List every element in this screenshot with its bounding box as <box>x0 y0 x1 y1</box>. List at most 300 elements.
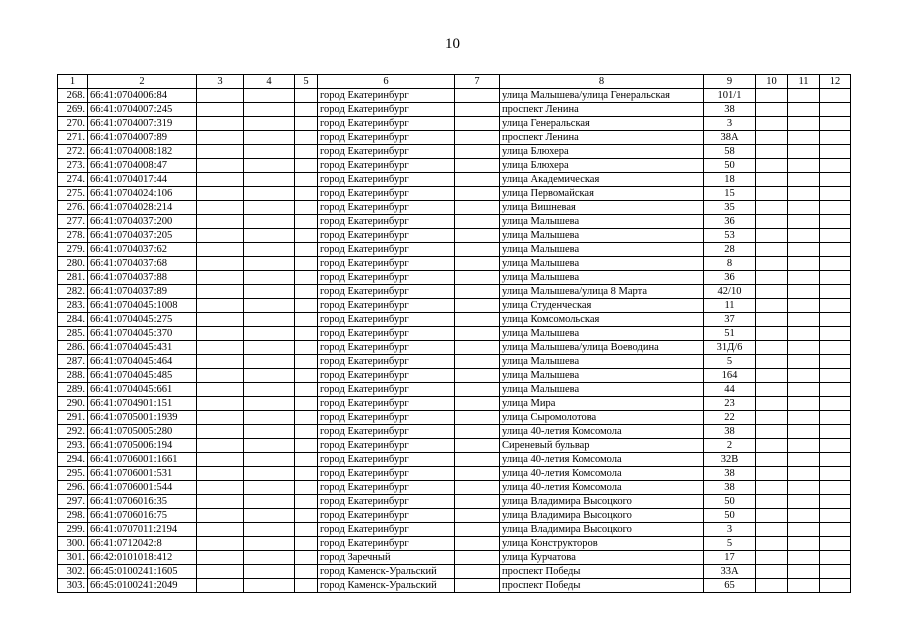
row-number: 281. <box>58 271 88 285</box>
house-number: 15 <box>704 187 756 201</box>
col-4-cell <box>244 327 295 341</box>
col-3-cell <box>197 215 244 229</box>
table-row <box>58 579 851 593</box>
row-number: 278. <box>58 229 88 243</box>
col-4-cell <box>244 131 295 145</box>
cadastral-number: 66:41:0705006:194 <box>88 439 197 453</box>
col-5-cell <box>295 117 318 131</box>
house-number: 32В <box>704 453 756 467</box>
col-4-cell <box>244 285 295 299</box>
settlement: город Екатеринбург <box>318 425 455 439</box>
col-12-cell <box>820 523 851 537</box>
table-row <box>58 495 851 509</box>
street: улица Студенческая <box>500 299 704 313</box>
row-number: 287. <box>58 355 88 369</box>
col-5-cell <box>295 285 318 299</box>
street: проспект Победы <box>500 565 704 579</box>
row-number: 286. <box>58 341 88 355</box>
col-5-cell <box>295 537 318 551</box>
col-12-cell <box>820 509 851 523</box>
table-row <box>58 131 851 145</box>
col-10-cell <box>756 271 788 285</box>
house-number: 3 <box>704 117 756 131</box>
col-7-cell <box>455 523 500 537</box>
col-10-cell <box>756 201 788 215</box>
cadastral-number: 66:41:0706016:75 <box>88 509 197 523</box>
settlement: город Екатеринбург <box>318 145 455 159</box>
col-5-cell <box>295 425 318 439</box>
col-10-cell <box>756 341 788 355</box>
cadastral-number: 66:41:0704008:182 <box>88 145 197 159</box>
col-12-cell <box>820 271 851 285</box>
street: проспект Ленина <box>500 131 704 145</box>
col-11-cell <box>788 271 820 285</box>
col-11-cell <box>788 551 820 565</box>
col-7-cell <box>455 159 500 173</box>
col-11-cell <box>788 439 820 453</box>
row-number: 301. <box>58 551 88 565</box>
cadastral-number: 66:41:0704006:84 <box>88 89 197 103</box>
col-7-cell <box>455 327 500 341</box>
col-12-cell <box>820 327 851 341</box>
cadastral-number: 66:41:0704024:106 <box>88 187 197 201</box>
house-number: 22 <box>704 411 756 425</box>
settlement: город Екатеринбург <box>318 187 455 201</box>
settlement: город Екатеринбург <box>318 299 455 313</box>
table-row <box>58 215 851 229</box>
row-number: 290. <box>58 397 88 411</box>
col-12-cell <box>820 425 851 439</box>
col-11-cell <box>788 117 820 131</box>
settlement: город Екатеринбург <box>318 243 455 257</box>
col-11-cell <box>788 341 820 355</box>
page-number: 10 <box>445 36 460 52</box>
cadastral-number: 66:41:0704045:464 <box>88 355 197 369</box>
row-number: 289. <box>58 383 88 397</box>
house-number: 164 <box>704 369 756 383</box>
house-number: 37 <box>704 313 756 327</box>
col-12-cell <box>820 439 851 453</box>
row-number: 284. <box>58 313 88 327</box>
col-12-cell <box>820 89 851 103</box>
col-12-cell <box>820 173 851 187</box>
settlement: город Екатеринбург <box>318 439 455 453</box>
col-12-cell <box>820 453 851 467</box>
settlement: город Екатеринбург <box>318 201 455 215</box>
settlement: город Екатеринбург <box>318 411 455 425</box>
col-3-cell <box>197 103 244 117</box>
col-4-cell <box>244 313 295 327</box>
column-header-12: 12 <box>820 75 851 89</box>
col-12-cell <box>820 229 851 243</box>
street: улица Владимира Высоцкого <box>500 495 704 509</box>
col-12-cell <box>820 467 851 481</box>
house-number: 65 <box>704 579 756 593</box>
col-11-cell <box>788 509 820 523</box>
column-header-7: 7 <box>455 75 500 89</box>
col-7-cell <box>455 145 500 159</box>
col-10-cell <box>756 411 788 425</box>
col-12-cell <box>820 579 851 593</box>
settlement: город Екатеринбург <box>318 159 455 173</box>
col-5-cell <box>295 523 318 537</box>
table-row <box>58 565 851 579</box>
cadastral-number: 66:41:0704045:1008 <box>88 299 197 313</box>
col-11-cell <box>788 453 820 467</box>
column-header-10: 10 <box>756 75 788 89</box>
row-number: 280. <box>58 257 88 271</box>
house-number: 38 <box>704 481 756 495</box>
col-4-cell <box>244 145 295 159</box>
col-3-cell <box>197 327 244 341</box>
street: улица Комсомольская <box>500 313 704 327</box>
table-row <box>58 89 851 103</box>
row-number: 292. <box>58 425 88 439</box>
street: улица Малышева <box>500 327 704 341</box>
col-3-cell <box>197 551 244 565</box>
table-row <box>58 271 851 285</box>
street: Сиреневый бульвар <box>500 439 704 453</box>
col-5-cell <box>295 131 318 145</box>
col-4-cell <box>244 299 295 313</box>
house-number: 33А <box>704 565 756 579</box>
col-3-cell <box>197 369 244 383</box>
cadastral-number: 66:41:0706016:35 <box>88 495 197 509</box>
street: улица Сыромолотова <box>500 411 704 425</box>
col-10-cell <box>756 537 788 551</box>
col-7-cell <box>455 467 500 481</box>
table-row <box>58 187 851 201</box>
row-number: 279. <box>58 243 88 257</box>
table-row <box>58 369 851 383</box>
col-10-cell <box>756 117 788 131</box>
settlement: город Каменск-Уральский <box>318 565 455 579</box>
col-4-cell <box>244 551 295 565</box>
col-10-cell <box>756 481 788 495</box>
settlement: город Екатеринбург <box>318 215 455 229</box>
street: улица Малышева <box>500 257 704 271</box>
col-5-cell <box>295 299 318 313</box>
cadastral-number: 66:41:0704045:370 <box>88 327 197 341</box>
street: улица Мира <box>500 397 704 411</box>
street: улица Малышева <box>500 215 704 229</box>
col-5-cell <box>295 341 318 355</box>
col-10-cell <box>756 551 788 565</box>
column-header-9: 9 <box>704 75 756 89</box>
col-5-cell <box>295 215 318 229</box>
house-number: 3 <box>704 523 756 537</box>
col-11-cell <box>788 201 820 215</box>
col-10-cell <box>756 215 788 229</box>
cadastral-number: 66:41:0704037:68 <box>88 257 197 271</box>
settlement: город Екатеринбург <box>318 467 455 481</box>
row-number: 293. <box>58 439 88 453</box>
col-4-cell <box>244 495 295 509</box>
col-12-cell <box>820 187 851 201</box>
settlement: город Екатеринбург <box>318 453 455 467</box>
col-3-cell <box>197 243 244 257</box>
table-row <box>58 145 851 159</box>
row-number: 302. <box>58 565 88 579</box>
settlement: город Екатеринбург <box>318 355 455 369</box>
col-10-cell <box>756 187 788 201</box>
col-5-cell <box>295 481 318 495</box>
row-number: 274. <box>58 173 88 187</box>
col-7-cell <box>455 117 500 131</box>
house-number: 11 <box>704 299 756 313</box>
col-3-cell <box>197 229 244 243</box>
street: улица Малышева/улица 8 Марта <box>500 285 704 299</box>
col-3-cell <box>197 173 244 187</box>
col-7-cell <box>455 187 500 201</box>
street: улица Малышева <box>500 383 704 397</box>
col-5-cell <box>295 159 318 173</box>
col-12-cell <box>820 495 851 509</box>
column-header-1: 1 <box>58 75 88 89</box>
table-row <box>58 383 851 397</box>
settlement: город Екатеринбург <box>318 285 455 299</box>
col-7-cell <box>455 551 500 565</box>
col-4-cell <box>244 509 295 523</box>
row-number: 272. <box>58 145 88 159</box>
col-11-cell <box>788 285 820 299</box>
column-header-11: 11 <box>788 75 820 89</box>
col-3-cell <box>197 341 244 355</box>
col-11-cell <box>788 257 820 271</box>
col-5-cell <box>295 467 318 481</box>
col-4-cell <box>244 257 295 271</box>
settlement: город Екатеринбург <box>318 271 455 285</box>
col-5-cell <box>295 579 318 593</box>
col-12-cell <box>820 481 851 495</box>
house-number: 35 <box>704 201 756 215</box>
col-12-cell <box>820 201 851 215</box>
col-4-cell <box>244 341 295 355</box>
settlement: город Каменск-Уральский <box>318 579 455 593</box>
row-number: 275. <box>58 187 88 201</box>
col-12-cell <box>820 313 851 327</box>
house-number: 36 <box>704 215 756 229</box>
cadastral-number: 66:41:0705001:1939 <box>88 411 197 425</box>
col-12-cell <box>820 537 851 551</box>
col-5-cell <box>295 257 318 271</box>
col-11-cell <box>788 229 820 243</box>
col-10-cell <box>756 327 788 341</box>
col-5-cell <box>295 411 318 425</box>
col-3-cell <box>197 397 244 411</box>
row-number: 288. <box>58 369 88 383</box>
col-7-cell <box>455 355 500 369</box>
cadastral-number: 66:41:0704007:245 <box>88 103 197 117</box>
street: улица 40-летия Комсомола <box>500 425 704 439</box>
col-12-cell <box>820 383 851 397</box>
col-4-cell <box>244 439 295 453</box>
settlement: город Екатеринбург <box>318 481 455 495</box>
col-4-cell <box>244 159 295 173</box>
table-row <box>58 103 851 117</box>
cadastral-number: 66:41:0704045:485 <box>88 369 197 383</box>
col-10-cell <box>756 299 788 313</box>
col-12-cell <box>820 341 851 355</box>
col-11-cell <box>788 565 820 579</box>
col-11-cell <box>788 243 820 257</box>
col-12-cell <box>820 551 851 565</box>
register-table <box>57 74 851 593</box>
table-row <box>58 285 851 299</box>
settlement: город Екатеринбург <box>318 89 455 103</box>
col-4-cell <box>244 523 295 537</box>
row-number: 269. <box>58 103 88 117</box>
row-number: 303. <box>58 579 88 593</box>
house-number: 31Д/6 <box>704 341 756 355</box>
col-7-cell <box>455 299 500 313</box>
col-11-cell <box>788 467 820 481</box>
street: проспект Ленина <box>500 103 704 117</box>
col-10-cell <box>756 243 788 257</box>
settlement: город Екатеринбург <box>318 383 455 397</box>
col-7-cell <box>455 313 500 327</box>
house-number: 50 <box>704 495 756 509</box>
col-7-cell <box>455 481 500 495</box>
col-5-cell <box>295 103 318 117</box>
col-12-cell <box>820 131 851 145</box>
col-5-cell <box>295 551 318 565</box>
col-3-cell <box>197 495 244 509</box>
column-header-4: 4 <box>244 75 295 89</box>
settlement: город Екатеринбург <box>318 397 455 411</box>
street: улица Генеральская <box>500 117 704 131</box>
table-header-row <box>58 75 851 89</box>
col-7-cell <box>455 565 500 579</box>
table-row <box>58 201 851 215</box>
col-10-cell <box>756 131 788 145</box>
row-number: 276. <box>58 201 88 215</box>
table-row <box>58 537 851 551</box>
col-3-cell <box>197 89 244 103</box>
settlement: город Екатеринбург <box>318 509 455 523</box>
column-header-8: 8 <box>500 75 704 89</box>
col-5-cell <box>295 173 318 187</box>
settlement: город Екатеринбург <box>318 523 455 537</box>
house-number: 36 <box>704 271 756 285</box>
col-10-cell <box>756 159 788 173</box>
table-row <box>58 467 851 481</box>
house-number: 58 <box>704 145 756 159</box>
house-number: 2 <box>704 439 756 453</box>
col-10-cell <box>756 453 788 467</box>
col-7-cell <box>455 453 500 467</box>
table-row <box>58 551 851 565</box>
col-4-cell <box>244 355 295 369</box>
cadastral-number: 66:41:0705005:280 <box>88 425 197 439</box>
col-5-cell <box>295 187 318 201</box>
settlement: город Екатеринбург <box>318 173 455 187</box>
col-5-cell <box>295 495 318 509</box>
col-7-cell <box>455 579 500 593</box>
col-3-cell <box>197 579 244 593</box>
street: улица Малышева/улица Воеводина <box>500 341 704 355</box>
col-7-cell <box>455 439 500 453</box>
settlement: город Екатеринбург <box>318 369 455 383</box>
col-5-cell <box>295 201 318 215</box>
street: улица Малышева <box>500 369 704 383</box>
street: улица 40-летия Комсомола <box>500 453 704 467</box>
col-4-cell <box>244 397 295 411</box>
col-11-cell <box>788 299 820 313</box>
street: улица 40-летия Комсомола <box>500 467 704 481</box>
col-4-cell <box>244 187 295 201</box>
col-12-cell <box>820 411 851 425</box>
settlement: город Екатеринбург <box>318 327 455 341</box>
col-10-cell <box>756 495 788 509</box>
col-10-cell <box>756 285 788 299</box>
col-11-cell <box>788 397 820 411</box>
row-number: 296. <box>58 481 88 495</box>
col-10-cell <box>756 257 788 271</box>
cadastral-number: 66:41:0712042:8 <box>88 537 197 551</box>
settlement: город Екатеринбург <box>318 495 455 509</box>
table-row <box>58 117 851 131</box>
house-number: 38 <box>704 425 756 439</box>
col-3-cell <box>197 565 244 579</box>
col-3-cell <box>197 299 244 313</box>
table-row <box>58 341 851 355</box>
street: улица 40-летия Комсомола <box>500 481 704 495</box>
table-row <box>58 509 851 523</box>
table-row <box>58 523 851 537</box>
settlement: город Заречный <box>318 551 455 565</box>
col-10-cell <box>756 369 788 383</box>
col-12-cell <box>820 355 851 369</box>
cadastral-number: 66:41:0704901:151 <box>88 397 197 411</box>
house-number: 44 <box>704 383 756 397</box>
street: улица Малышева <box>500 243 704 257</box>
cadastral-number: 66:41:0704028:214 <box>88 201 197 215</box>
col-7-cell <box>455 271 500 285</box>
settlement: город Екатеринбург <box>318 229 455 243</box>
col-11-cell <box>788 327 820 341</box>
col-7-cell <box>455 243 500 257</box>
cadastral-number: 66:45:0100241:1605 <box>88 565 197 579</box>
col-12-cell <box>820 397 851 411</box>
col-11-cell <box>788 369 820 383</box>
col-7-cell <box>455 103 500 117</box>
col-4-cell <box>244 229 295 243</box>
col-5-cell <box>295 229 318 243</box>
col-12-cell <box>820 299 851 313</box>
col-3-cell <box>197 201 244 215</box>
settlement: город Екатеринбург <box>318 117 455 131</box>
col-11-cell <box>788 481 820 495</box>
street: улица Вишневая <box>500 201 704 215</box>
col-11-cell <box>788 495 820 509</box>
house-number: 28 <box>704 243 756 257</box>
col-4-cell <box>244 383 295 397</box>
col-4-cell <box>244 467 295 481</box>
street: улица Малышева <box>500 355 704 369</box>
row-number: 291. <box>58 411 88 425</box>
col-12-cell <box>820 243 851 257</box>
col-12-cell <box>820 369 851 383</box>
col-5-cell <box>295 453 318 467</box>
col-3-cell <box>197 313 244 327</box>
col-5-cell <box>295 397 318 411</box>
col-4-cell <box>244 173 295 187</box>
row-number: 270. <box>58 117 88 131</box>
street: проспект Победы <box>500 579 704 593</box>
col-11-cell <box>788 187 820 201</box>
settlement: город Екатеринбург <box>318 131 455 145</box>
